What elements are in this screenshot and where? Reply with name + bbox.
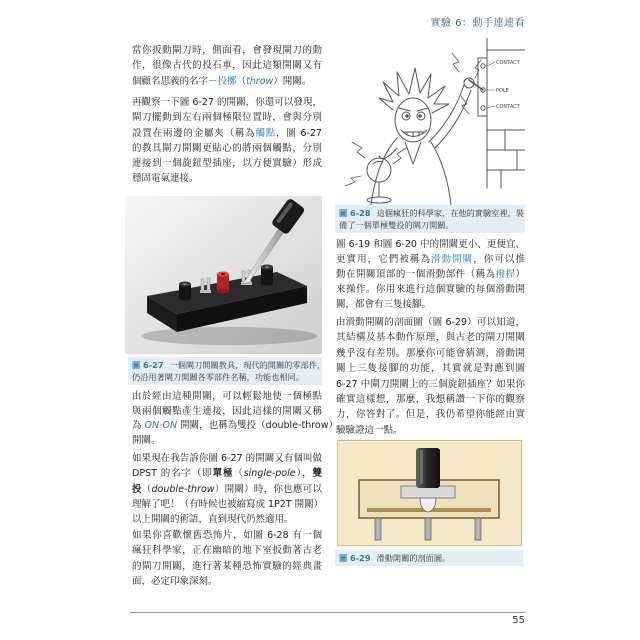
paragraph-on-on-switch [132, 390, 338, 448]
text-line [132, 482, 322, 497]
text-line: 穩固電氣連接。 [132, 173, 199, 185]
caption-label: 圖 6-27 [132, 360, 164, 370]
diagram-label-pole: POLE [496, 88, 509, 94]
paragraph-slide-switch-structure [336, 315, 525, 438]
text-line: 如果你喜歡懷舊恐怖片，如圖 6-28 有一個 [132, 530, 322, 541]
pin-left [375, 518, 381, 540]
text-line [132, 466, 322, 481]
emphasized-term: throw [246, 75, 274, 87]
text-line: 驗驗證這一點。 [336, 424, 403, 436]
text-line [132, 74, 322, 89]
knob-highlight [420, 450, 423, 484]
wall-knife-switch [469, 58, 495, 116]
text-line: 的閘刀開關，進行著某種恐怖實驗的經典畫 [132, 560, 322, 572]
text-line: 瘋狂科學家，正在幽暗的地下室扳動著古老 [132, 545, 322, 557]
text-run: ，圖 6-27 [276, 127, 322, 139]
text-run: （ [233, 468, 244, 480]
text-run: （ [141, 483, 152, 495]
figure-6-27-caption [128, 357, 326, 385]
text-run: ，你可以推 [473, 254, 525, 265]
text-line: 確實這樣想，那麼，我想稱讚一下你的觀察 [336, 394, 525, 406]
emphasized-term: 觸點 [255, 127, 277, 139]
emphasized-term: 投 [132, 483, 142, 495]
binding-post-red [217, 272, 229, 294]
figure-6-28-mad-scientist-drawing [335, 38, 525, 205]
emphasized-term: ON-ON [144, 420, 178, 432]
text-run: 開關，也稱為雙投（double-throw） [177, 420, 338, 432]
text-line: 與兩個觸點產生連接，因此這樣的開關又稱 [132, 405, 322, 417]
emphasized-term: 撥桿 [495, 269, 516, 280]
scientist-body [371, 78, 474, 205]
binding-post-black-right [261, 265, 273, 286]
emphasized-term: 投擲 [217, 75, 237, 87]
figure-6-28-caption [335, 205, 525, 233]
text-run: （ [236, 75, 247, 87]
paragraph-switch-terminology [132, 451, 322, 527]
text-line: 關上三隻接腳的功能，其實就是對應到圖 [336, 363, 525, 375]
text-run: 為 [132, 420, 145, 432]
text-line: 如果現在我告訴你圖 6-27 的開關又有個叫做 [132, 453, 322, 464]
text-run: 個顧名思義的名字－ [132, 75, 218, 87]
emphasized-term: double-throw [151, 483, 215, 495]
figure-6-29-caption [335, 550, 523, 566]
text-line: 其結構及基本動作原理，與古老的閘刀開關 [336, 332, 525, 344]
text-line: 開關。 [132, 434, 161, 446]
page-number: 55 [512, 615, 525, 626]
text-line [336, 267, 525, 282]
text-line: 由於經由這種開關，可以輕鬆地使一個極點 [132, 391, 322, 402]
text-line: 幾乎沒有差別。那麼你可能會猜測，滑動開 [336, 347, 525, 359]
text-line: 由滑動開關的剖面圖（圖 6-29）可以知道， [336, 317, 525, 328]
text-line: 6-27 中閘刀開關上的三個旋鈕插座？如果你 [336, 378, 525, 390]
slider-knob [416, 448, 440, 488]
emphasized-term: 雙 [312, 468, 322, 480]
emphasized-term: 單極 [212, 468, 234, 480]
text-run: ）開關）時，你也應可以 [214, 483, 322, 495]
paragraph-contacts [132, 95, 322, 187]
footer-rule [130, 612, 525, 613]
text-run: 動在開關頂部的一個滑動部件（稱為 [336, 269, 496, 280]
scientist-face [399, 108, 428, 137]
caption-label: 圖 6-29 [339, 553, 371, 563]
caption-text: 滑動開關的剖面圖。 [376, 553, 451, 563]
chapter-header: 實驗 6：動手連連看 [430, 18, 525, 29]
text-line: 面，必定印象深刻。 [132, 575, 218, 587]
caption-text: 這個瘋狂的科學家，在他的實驗室裡，裝 [376, 208, 524, 218]
text-line: 圖 6-19 和圖 6-20 中的開關更小、更便宜、 [336, 239, 525, 250]
text-line: 閘刀擺動到左右兩個極限位置時，會與分別 [132, 112, 322, 124]
pin-center [425, 518, 431, 540]
text-line [132, 126, 322, 141]
text-line [132, 419, 338, 434]
figure-6-29-slide-switch-cross-section [337, 440, 522, 546]
text-run: DPST 的名字（即 [132, 468, 213, 480]
paragraph-throw-switch [132, 43, 322, 89]
paragraph-mad-scientist [132, 528, 322, 589]
emphasized-term: single-pole [243, 468, 296, 480]
text-run: ） [515, 269, 525, 280]
text-line: 當你扳動閘刀時，側面看，會發現閘刀的動 [132, 45, 322, 56]
text-run: 更實用，它們被稱為 [336, 254, 432, 265]
caption-label: 圖 6-28 [339, 208, 371, 218]
text-line: 來操作。你用來進行這個實驗的每個滑動開 [336, 284, 525, 295]
tesla-sphere [367, 158, 391, 203]
diagram-label-contact-top: CONTACT [496, 60, 520, 66]
paragraph-slide-switch [336, 237, 525, 312]
text-run: ）， [295, 468, 313, 480]
text-line: 力，你答對了。但是，我仍希望你能經由實 [336, 409, 525, 421]
slide-switch-diagram [337, 440, 522, 546]
pin-right [475, 518, 481, 540]
text-line: 連接到一個旋鈕型插座，以方便實驗）形成 [132, 158, 322, 170]
knife-switch-illustration [125, 196, 322, 354]
text-line: 以上開關的術語，直到現代仍然適用。 [132, 514, 294, 526]
diagram-label-contact-bottom: CONTACT [496, 104, 520, 110]
text-line [336, 252, 525, 267]
figure-6-27-knife-switch-photo [125, 196, 322, 354]
text-line: 理解了吧！（有時候也被縮寫成 1P2T 開關） [132, 498, 324, 510]
text-run: ）開關。 [273, 75, 312, 87]
electric-sparks [345, 53, 481, 186]
scientist-hair [379, 68, 449, 113]
binding-post-black-left [179, 282, 191, 301]
text-line: 再觀察一下圖 6-27 的開關，你還可以發現， [132, 97, 322, 108]
base-shadow [141, 327, 317, 345]
text-line: 作，很像古代的投石車，因此這類開關又有 [132, 60, 322, 72]
text-line: 的教具閘刀開關更貼心的將兩個觸點，分別 [132, 142, 322, 154]
mad-scientist-illustration [335, 38, 525, 205]
text-line: 關，都會有三隻接腳。 [336, 299, 432, 310]
text-run: 設置在兩邊的金屬夾（稱為 [132, 127, 256, 139]
caption-text: 備了一個單極雙投的閘刀開關。 [339, 220, 454, 230]
emphasized-term: 滑動開關 [431, 254, 474, 265]
caption-text: 仍沿用著閘刀開關各零部件名稱，功能也相同。 [132, 372, 304, 382]
caption-text: 一個閘刀開關教具，現代的開關的零部件， [169, 360, 326, 370]
